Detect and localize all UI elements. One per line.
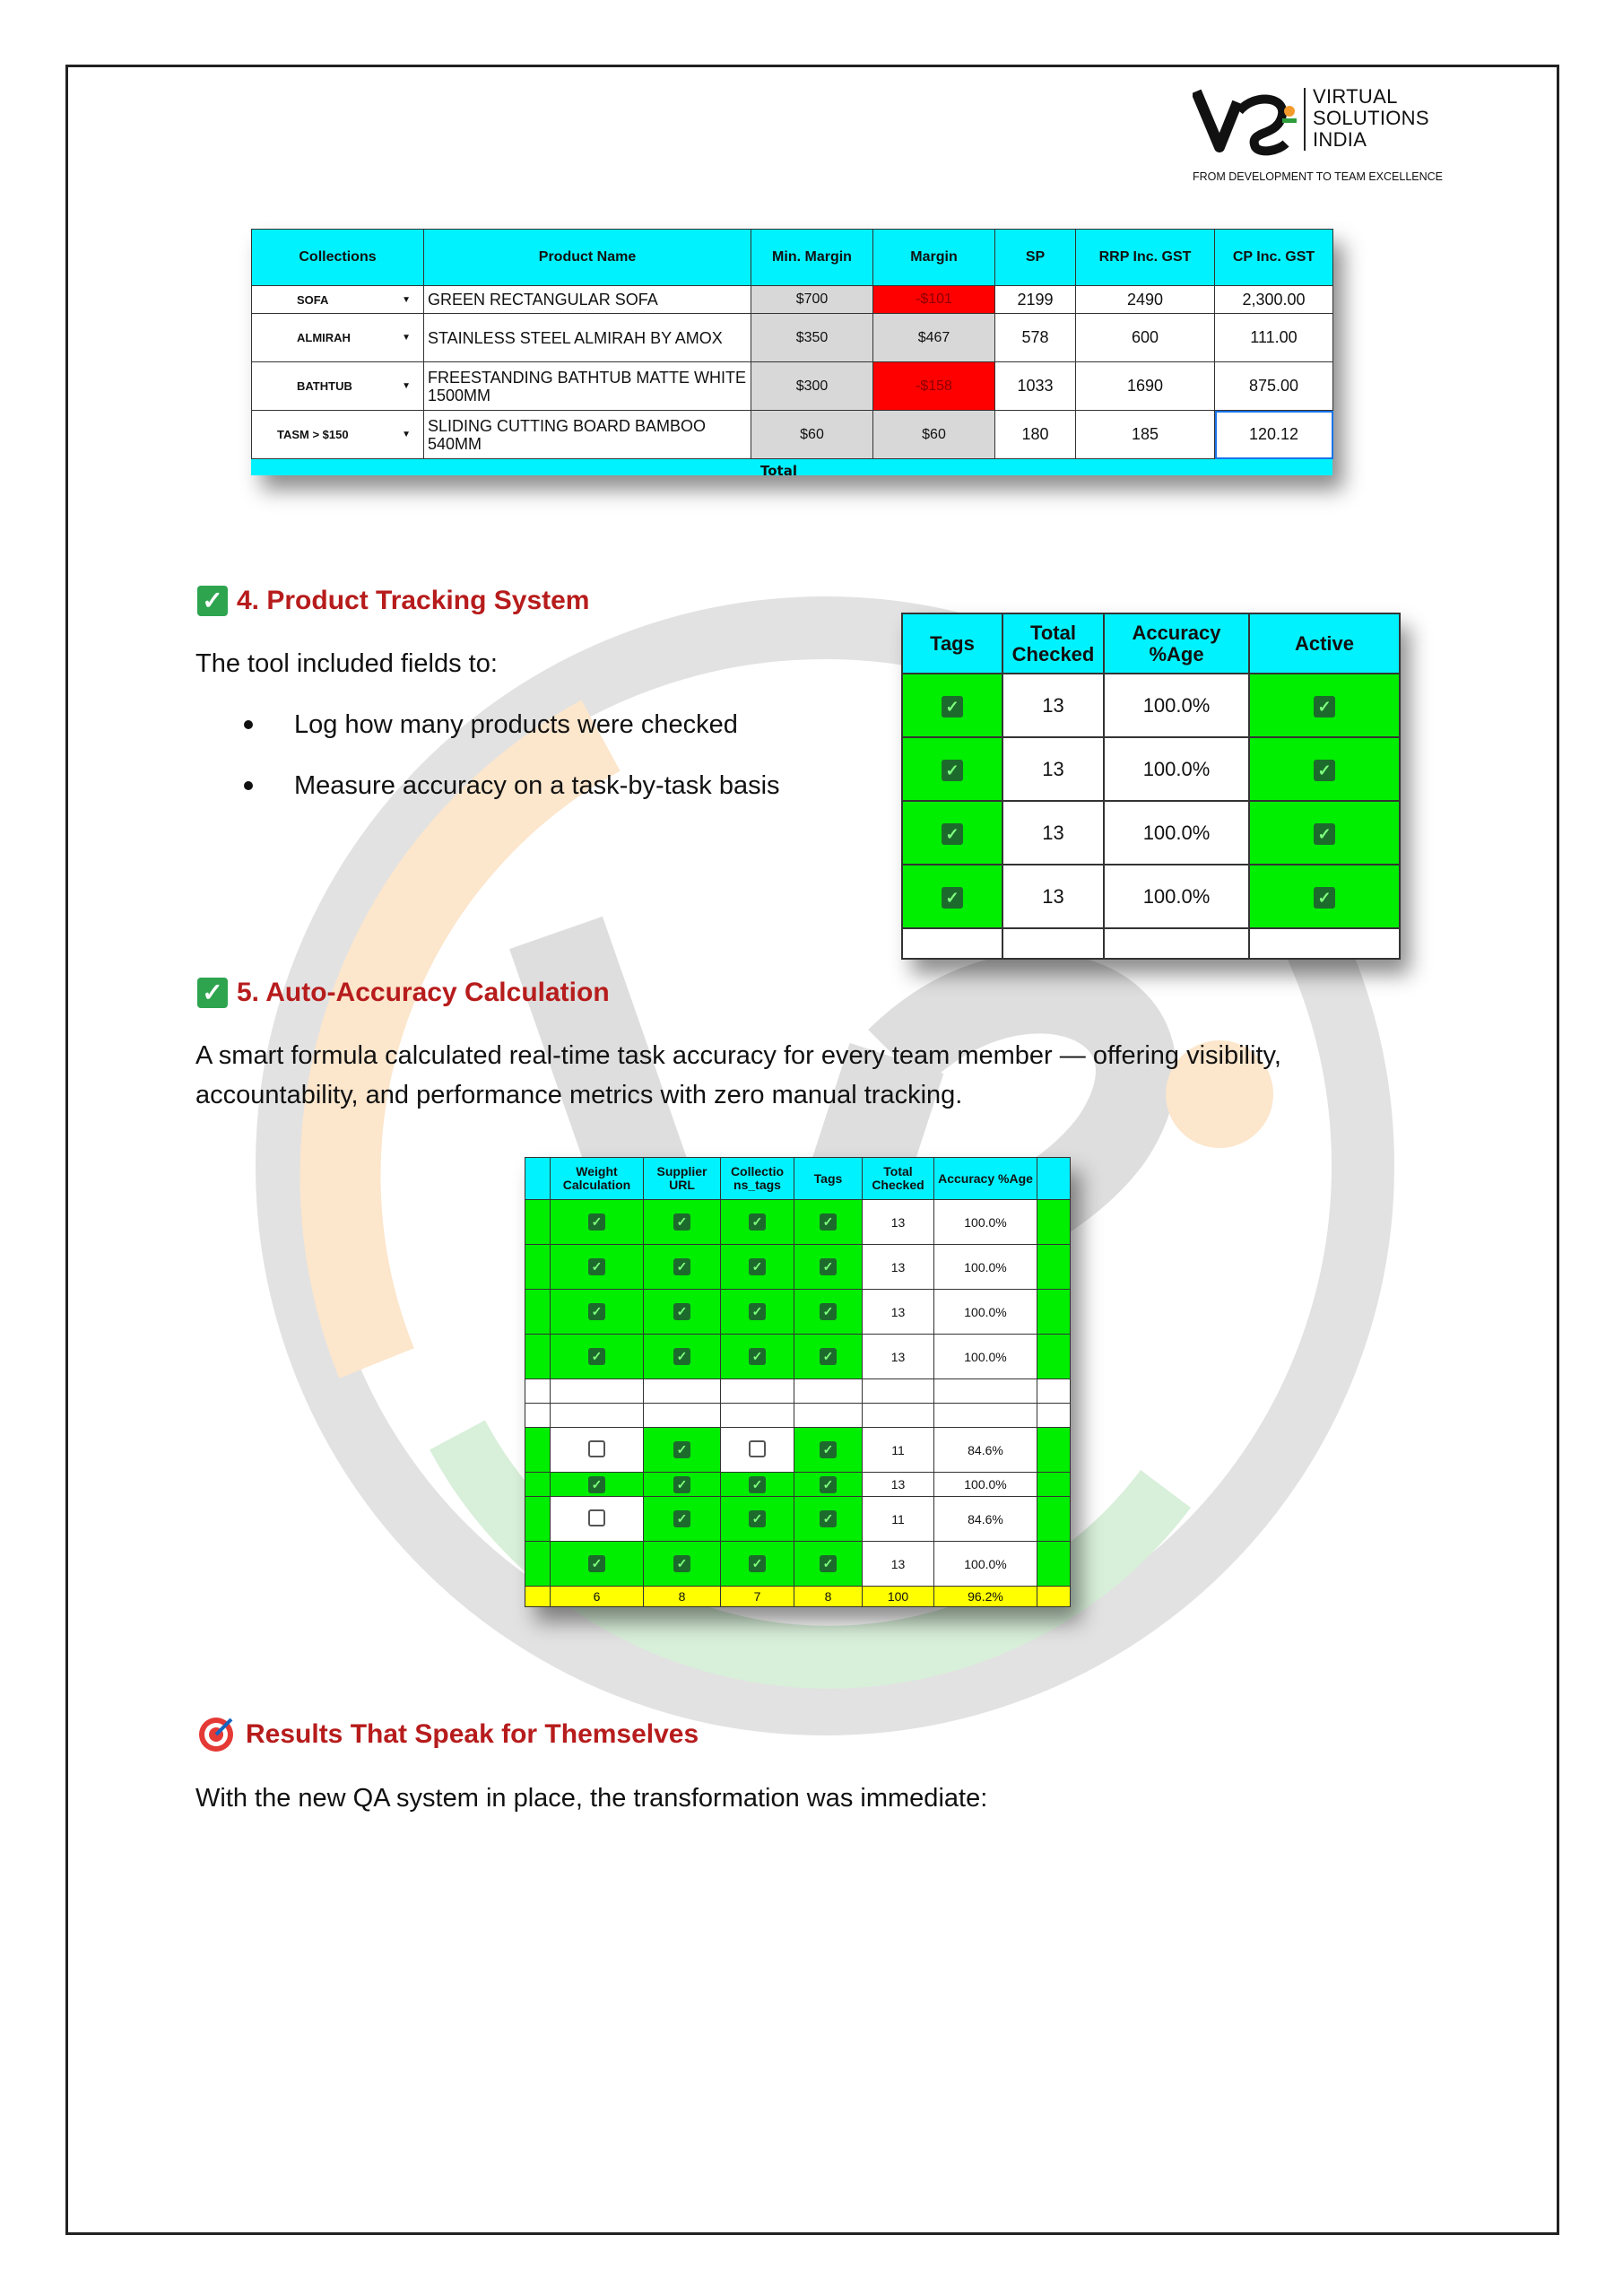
section4-title: 4. Product Tracking System xyxy=(237,586,590,615)
collections-checkbox[interactable] xyxy=(721,1290,794,1335)
tracking-table-screenshot xyxy=(901,613,1399,960)
rrp-value: 185 xyxy=(1076,411,1215,459)
checkbox-checked-icon: ✓ xyxy=(942,696,963,718)
total-row xyxy=(251,459,1332,475)
supplier-checkbox[interactable] xyxy=(644,1497,721,1542)
checkbox-checked-icon: ✓ xyxy=(942,760,963,781)
total-checked: 13 xyxy=(1002,865,1104,928)
supplier-checkbox[interactable] xyxy=(644,1473,721,1497)
checkbox-checked-icon: ✓ xyxy=(820,1213,837,1231)
collections-checkbox[interactable] xyxy=(721,1245,794,1290)
margin-table-screenshot xyxy=(251,229,1332,475)
weight-checkbox[interactable] xyxy=(551,1335,644,1379)
column-header: Collections xyxy=(252,230,424,286)
column-header: Min. Margin xyxy=(751,230,873,286)
total-cell: 8 xyxy=(794,1587,863,1607)
accuracy-value: 84.6% xyxy=(934,1497,1037,1542)
dropdown-arrow-icon: ▼ xyxy=(402,381,411,391)
collection-dropdown[interactable]: ALMIRAH ▼ xyxy=(252,314,424,362)
accuracy-value: 100.0% xyxy=(934,1200,1037,1245)
checkbox-checked-icon: ✓ xyxy=(942,887,963,909)
total-checked: 13 xyxy=(863,1245,934,1290)
total-checked: 13 xyxy=(1002,674,1104,737)
column-header: Weight Calculation xyxy=(551,1158,644,1200)
min-margin: $350 xyxy=(751,314,873,362)
collection-dropdown[interactable]: SOFA ▼ xyxy=(252,286,424,314)
cp-value: 875.00 xyxy=(1215,362,1333,411)
results-body: With the new QA system in place, the transformation was immediate: xyxy=(195,1784,988,1813)
table-header-row xyxy=(252,230,1333,286)
margin-value: -$101 xyxy=(873,286,995,314)
cp-value: 111.00 xyxy=(1215,314,1333,362)
product-name: SLIDING CUTTING BOARD BAMBOO 540MM xyxy=(424,411,751,459)
checkbox-checked-icon: ✓ xyxy=(588,1555,605,1572)
accuracy-value: 100.0% xyxy=(1104,865,1249,928)
active-checkbox[interactable] xyxy=(1249,801,1400,865)
weight-checkbox[interactable] xyxy=(551,1245,644,1290)
product-name: STAINLESS STEEL ALMIRAH BY AMOX xyxy=(424,314,751,362)
rrp-value: 600 xyxy=(1076,314,1215,362)
table-row xyxy=(902,674,1400,737)
table-row xyxy=(525,1335,1071,1379)
supplier-checkbox[interactable] xyxy=(644,1200,721,1245)
tags-checkbox[interactable] xyxy=(902,737,1002,801)
sp-value: 180 xyxy=(995,411,1076,459)
check-mark-icon: ✓ xyxy=(197,586,228,616)
column-header: Accuracy %Age xyxy=(1104,613,1249,674)
column-header: Tags xyxy=(794,1158,863,1200)
supplier-checkbox[interactable] xyxy=(644,1245,721,1290)
column-header: Collectio ns_tags xyxy=(721,1158,794,1200)
sp-value: 1033 xyxy=(995,362,1076,411)
supplier-checkbox[interactable] xyxy=(644,1335,721,1379)
supplier-checkbox[interactable] xyxy=(644,1290,721,1335)
checkbox-checked-icon: ✓ xyxy=(749,1303,766,1320)
table-row xyxy=(525,1200,1071,1245)
section5-heading xyxy=(197,978,610,1008)
checkbox-unchecked-icon xyxy=(588,1509,605,1526)
logo-brand-text: VIRTUAL SOLUTIONS INDIA xyxy=(1313,85,1429,151)
collections-checkbox[interactable] xyxy=(721,1200,794,1245)
section4-bullet-list xyxy=(195,705,780,827)
column-header: CP Inc. GST xyxy=(1215,230,1333,286)
column-header: Accuracy %Age xyxy=(934,1158,1037,1200)
checkbox-unchecked-icon xyxy=(588,1440,605,1457)
table-row xyxy=(252,362,1333,411)
total-checked: 13 xyxy=(1002,737,1104,801)
dropdown-arrow-icon: ▼ xyxy=(402,294,411,305)
checkbox-checked-icon: ✓ xyxy=(820,1555,837,1572)
checkbox-checked-icon: ✓ xyxy=(942,823,963,845)
accuracy-value: 100.0% xyxy=(934,1290,1037,1335)
checkbox-checked-icon: ✓ xyxy=(588,1476,605,1493)
check-mark-icon: ✓ xyxy=(197,978,228,1008)
cp-value[interactable]: 120.12 xyxy=(1215,411,1333,459)
min-margin: $700 xyxy=(751,286,873,314)
checkbox-checked-icon: ✓ xyxy=(1314,696,1335,718)
target-icon xyxy=(197,1716,235,1753)
total-cell: 6 xyxy=(551,1587,644,1607)
section4-intro: The tool included fields to: xyxy=(195,649,498,678)
table-row xyxy=(252,286,1333,314)
table-row xyxy=(525,1497,1071,1542)
active-checkbox[interactable] xyxy=(1249,737,1400,801)
total-checked: 13 xyxy=(863,1335,934,1379)
table-row xyxy=(525,1245,1071,1290)
vs-logo-mark-icon xyxy=(1193,84,1300,156)
checkbox-checked-icon: ✓ xyxy=(588,1348,605,1365)
table-row xyxy=(902,928,1400,959)
tags-checkbox[interactable] xyxy=(902,674,1002,737)
totals-row xyxy=(525,1587,1071,1607)
total-checked: 13 xyxy=(863,1290,934,1335)
collection-dropdown[interactable]: TASM > $150 ▼ xyxy=(252,411,424,459)
column-header: Total Checked xyxy=(1002,613,1104,674)
checkbox-checked-icon: ✓ xyxy=(673,1476,690,1493)
checkbox-checked-icon: ✓ xyxy=(820,1441,837,1458)
table-row xyxy=(252,411,1333,459)
table-row xyxy=(525,1473,1071,1497)
weight-checkbox[interactable] xyxy=(551,1542,644,1587)
column-header: Active xyxy=(1249,613,1400,674)
table-row xyxy=(525,1542,1071,1587)
min-margin: $60 xyxy=(751,411,873,459)
checkbox-checked-icon: ✓ xyxy=(749,1510,766,1527)
total-checked: 13 xyxy=(863,1542,934,1587)
margin-value: -$158 xyxy=(873,362,995,411)
column-header: Total Checked xyxy=(863,1158,934,1200)
table-row xyxy=(902,865,1400,928)
collections-checkbox[interactable] xyxy=(721,1428,794,1473)
column-header: SP xyxy=(995,230,1076,286)
tags-checkbox[interactable] xyxy=(902,801,1002,865)
accuracy-value: 100.0% xyxy=(934,1473,1037,1497)
dropdown-arrow-icon: ▼ xyxy=(402,430,411,439)
accuracy-value: 100.0% xyxy=(934,1245,1037,1290)
section5-body: A smart formula calculated real-time task accuracy for every team member — offering visibility, accountability, and performance metrics with zero manual tracking. xyxy=(195,1041,1281,1109)
checkbox-checked-icon: ✓ xyxy=(820,1348,837,1365)
section4-heading xyxy=(197,586,589,616)
total-checked: 13 xyxy=(863,1473,934,1497)
active-checkbox[interactable] xyxy=(1249,865,1400,928)
weight-checkbox[interactable] xyxy=(551,1428,644,1473)
margin-value: $60 xyxy=(873,411,995,459)
column-header: Supplier URL xyxy=(644,1158,721,1200)
total-checked: 11 xyxy=(863,1428,934,1473)
collections-checkbox[interactable] xyxy=(721,1335,794,1379)
weight-checkbox[interactable] xyxy=(551,1497,644,1542)
table-row xyxy=(525,1290,1071,1335)
list-item: Log how many products were checked xyxy=(195,705,780,766)
tags-checkbox[interactable] xyxy=(794,1245,863,1290)
table-header-row xyxy=(902,613,1400,674)
checkbox-unchecked-icon xyxy=(749,1440,766,1457)
checkbox-checked-icon: ✓ xyxy=(1314,823,1335,845)
weight-checkbox[interactable] xyxy=(551,1290,644,1335)
checkbox-checked-icon: ✓ xyxy=(588,1213,605,1231)
list-item: Measure accuracy on a task-by-task basis xyxy=(195,766,780,827)
table-header-row xyxy=(525,1158,1071,1200)
accuracy-value: 100.0% xyxy=(934,1335,1037,1379)
accuracy-value: 100.0% xyxy=(1104,737,1249,801)
dropdown-arrow-icon: ▼ xyxy=(402,333,411,343)
checkbox-checked-icon: ✓ xyxy=(820,1303,837,1320)
tags-checkbox[interactable] xyxy=(794,1335,863,1379)
rrp-value: 2490 xyxy=(1076,286,1215,314)
column-header: Tags xyxy=(902,613,1002,674)
bullet-icon xyxy=(244,781,253,790)
tracking-table xyxy=(901,613,1401,960)
bullet-icon xyxy=(244,720,253,729)
total-cell: 96.2% xyxy=(934,1587,1037,1607)
section5-title: 5. Auto-Accuracy Calculation xyxy=(237,978,610,1007)
cp-value: 2,300.00 xyxy=(1215,286,1333,314)
checkbox-checked-icon: ✓ xyxy=(820,1510,837,1527)
tags-checkbox[interactable] xyxy=(794,1497,863,1542)
sp-value: 578 xyxy=(995,314,1076,362)
tags-checkbox[interactable] xyxy=(794,1200,863,1245)
logo-divider xyxy=(1304,88,1306,151)
checkbox-checked-icon: ✓ xyxy=(820,1476,837,1493)
collections-checkbox[interactable] xyxy=(721,1473,794,1497)
table-row xyxy=(252,314,1333,362)
checkbox-checked-icon: ✓ xyxy=(673,1348,690,1365)
company-logo xyxy=(1193,81,1444,188)
logo-tagline: FROM DEVELOPMENT TO TEAM EXCELLENCE xyxy=(1193,170,1444,183)
weight-checkbox[interactable] xyxy=(551,1200,644,1245)
accuracy-value: 100.0% xyxy=(934,1542,1037,1587)
collections-checkbox[interactable] xyxy=(721,1542,794,1587)
margin-table xyxy=(251,229,1333,459)
product-name: FREESTANDING BATHTUB MATTE WHITE 1500MM xyxy=(424,362,751,411)
accuracy-table xyxy=(525,1157,1071,1607)
column-header: Product Name xyxy=(424,230,751,286)
checkbox-checked-icon: ✓ xyxy=(749,1555,766,1572)
checkbox-checked-icon: ✓ xyxy=(749,1348,766,1365)
weight-checkbox[interactable] xyxy=(551,1473,644,1497)
accuracy-value: 100.0% xyxy=(1104,674,1249,737)
checkbox-checked-icon: ✓ xyxy=(673,1258,690,1275)
checkbox-checked-icon: ✓ xyxy=(1314,887,1335,909)
checkbox-checked-icon: ✓ xyxy=(673,1303,690,1320)
total-checked: 13 xyxy=(1002,801,1104,865)
tags-checkbox[interactable] xyxy=(794,1473,863,1497)
collection-dropdown[interactable]: BATHTUB ▼ xyxy=(252,362,424,411)
supplier-checkbox[interactable] xyxy=(644,1428,721,1473)
checkbox-checked-icon: ✓ xyxy=(1314,760,1335,781)
product-name: GREEN RECTANGULAR SOFA xyxy=(424,286,751,314)
table-row xyxy=(902,801,1400,865)
accuracy-table-screenshot xyxy=(525,1157,1070,1607)
tags-checkbox[interactable] xyxy=(794,1542,863,1587)
total-checked: 11 xyxy=(863,1497,934,1542)
total-cell: 7 xyxy=(721,1587,794,1607)
checkbox-checked-icon: ✓ xyxy=(673,1213,690,1231)
results-heading xyxy=(197,1716,699,1753)
checkbox-checked-icon: ✓ xyxy=(749,1258,766,1275)
min-margin: $300 xyxy=(751,362,873,411)
tags-checkbox[interactable] xyxy=(902,865,1002,928)
table-row xyxy=(525,1428,1071,1473)
tags-checkbox[interactable] xyxy=(794,1290,863,1335)
supplier-checkbox[interactable] xyxy=(644,1542,721,1587)
checkbox-checked-icon: ✓ xyxy=(588,1303,605,1320)
checkbox-checked-icon: ✓ xyxy=(820,1258,837,1275)
column-header: RRP Inc. GST xyxy=(1076,230,1215,286)
collections-checkbox[interactable] xyxy=(721,1497,794,1542)
column-header: Margin xyxy=(873,230,995,286)
rrp-value: 1690 xyxy=(1076,362,1215,411)
sp-value: 2199 xyxy=(995,286,1076,314)
total-cell: 100 xyxy=(863,1587,934,1607)
checkbox-checked-icon: ✓ xyxy=(673,1510,690,1527)
total-label: Total xyxy=(760,463,797,475)
total-checked: 13 xyxy=(863,1200,934,1245)
tags-checkbox[interactable] xyxy=(794,1428,863,1473)
accuracy-value: 100.0% xyxy=(1104,801,1249,865)
checkbox-checked-icon: ✓ xyxy=(749,1213,766,1231)
checkbox-checked-icon: ✓ xyxy=(749,1476,766,1493)
results-title: Results That Speak for Themselves xyxy=(246,1719,699,1749)
checkbox-checked-icon: ✓ xyxy=(588,1258,605,1275)
total-cell: 8 xyxy=(644,1587,721,1607)
checkbox-checked-icon: ✓ xyxy=(673,1441,690,1458)
margin-value: $467 xyxy=(873,314,995,362)
active-checkbox[interactable] xyxy=(1249,674,1400,737)
accuracy-value: 84.6% xyxy=(934,1428,1037,1473)
table-row xyxy=(525,1379,1071,1404)
table-row xyxy=(902,737,1400,801)
checkbox-checked-icon: ✓ xyxy=(673,1555,690,1572)
table-row xyxy=(525,1404,1071,1428)
